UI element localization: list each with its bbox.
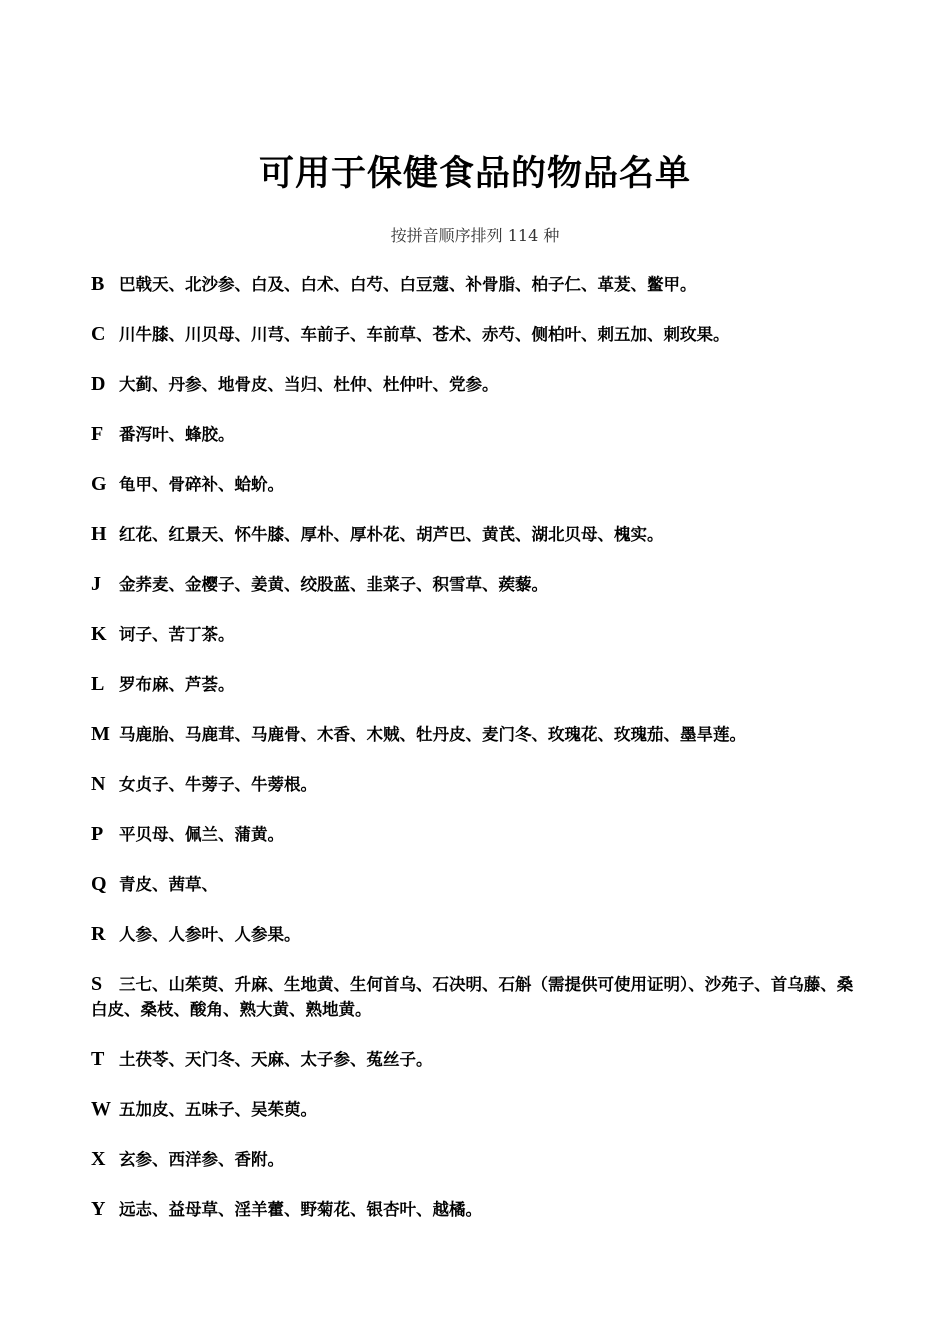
entry-x <box>91 1147 866 1172</box>
entry-letter: C <box>91 323 106 345</box>
entry-w <box>91 1097 866 1122</box>
entry-items: 土茯苓、天门冬、天麻、太子参、菟丝子。 <box>119 1050 433 1069</box>
entry-letter: P <box>91 823 104 845</box>
entry-list <box>91 272 866 1247</box>
entry-g <box>91 472 866 497</box>
entry-letter: F <box>91 423 104 445</box>
entry-letter: K <box>91 623 107 645</box>
entry-d <box>91 372 866 397</box>
entry-s <box>91 972 866 1022</box>
entry-letter: N <box>91 773 106 795</box>
entry-letter: H <box>91 523 107 545</box>
entry-m <box>91 722 866 747</box>
entry-letter: M <box>91 723 110 745</box>
entry-letter: J <box>91 573 101 595</box>
entry-letter: S <box>91 973 103 995</box>
entry-items: 红花、红景天、怀牛膝、厚朴、厚朴花、胡芦巴、黄芪、湖北贝母、槐实。 <box>119 525 664 544</box>
page-subtitle: 按拼音顺序排列 114 种 <box>390 226 560 245</box>
entry-f <box>91 422 866 447</box>
entry-p <box>91 822 866 847</box>
page-title: 可用于保健食品的物品名单 <box>258 153 691 194</box>
entry-items: 玄参、西洋参、香附。 <box>119 1150 284 1169</box>
entry-items: 远志、益母草、淫羊藿、野菊花、银杏叶、越橘。 <box>119 1200 482 1219</box>
entry-letter: Y <box>91 1198 106 1220</box>
entry-items: 人参、人参叶、人参果。 <box>119 925 301 944</box>
entry-l <box>91 672 866 697</box>
entry-letter: G <box>91 473 107 495</box>
entry-k <box>91 622 866 647</box>
entry-letter: W <box>91 1098 111 1120</box>
entry-items: 番泻叶、蜂胶。 <box>119 425 235 444</box>
entry-j <box>91 572 866 597</box>
entry-t <box>91 1047 866 1072</box>
entry-letter: X <box>91 1148 106 1170</box>
entry-letter: L <box>91 673 105 695</box>
entry-letter: B <box>91 273 105 295</box>
entry-letter: D <box>91 373 106 395</box>
entry-items: 金荞麦、金樱子、姜黄、绞股蓝、韭菜子、积雪草、蒺藜。 <box>119 575 548 594</box>
entry-letter: R <box>91 923 106 945</box>
entry-items: 川牛膝、川贝母、川芎、车前子、车前草、苍术、赤芍、侧柏叶、刺五加、刺玫果。 <box>119 325 730 344</box>
entry-items: 马鹿胎、马鹿茸、马鹿骨、木香、木贼、牡丹皮、麦门冬、玫瑰花、玫瑰茄、墨旱莲。 <box>119 725 746 744</box>
entry-items: 青皮、茜草、 <box>119 875 218 894</box>
entry-items: 罗布麻、芦荟。 <box>119 675 235 694</box>
entry-items: 巴戟天、北沙参、白及、白术、白芍、白豆蔻、补骨脂、柏子仁、革茇、鳖甲。 <box>119 275 697 294</box>
entry-r <box>91 922 866 947</box>
entry-items: 诃子、苦丁茶。 <box>119 625 235 644</box>
entry-items: 女贞子、牛蒡子、牛蒡根。 <box>119 775 317 794</box>
entry-q <box>91 872 866 897</box>
entry-items: 三七、山茱萸、升麻、生地黄、生何首乌、石决明、石斛（需提供可使用证明）、沙苑子、首乌藤、桑白皮、桑枝、酸角、熟大黄、熟地黄。 <box>91 975 854 1019</box>
entry-letter: Q <box>91 873 107 895</box>
entry-items: 龟甲、骨碎补、蛤蚧。 <box>119 475 284 494</box>
entry-items: 大蓟、丹参、地骨皮、当归、杜仲、杜仲叶、党参。 <box>119 375 499 394</box>
entry-items: 平贝母、佩兰、蒲黄。 <box>119 825 284 844</box>
entry-c <box>91 322 866 347</box>
entry-y <box>91 1197 866 1222</box>
entry-items: 五加皮、五味子、吴茱萸。 <box>119 1100 317 1119</box>
entry-n <box>91 772 866 797</box>
entry-h <box>91 522 866 547</box>
entry-letter: T <box>91 1048 105 1070</box>
entry-b <box>91 272 866 297</box>
